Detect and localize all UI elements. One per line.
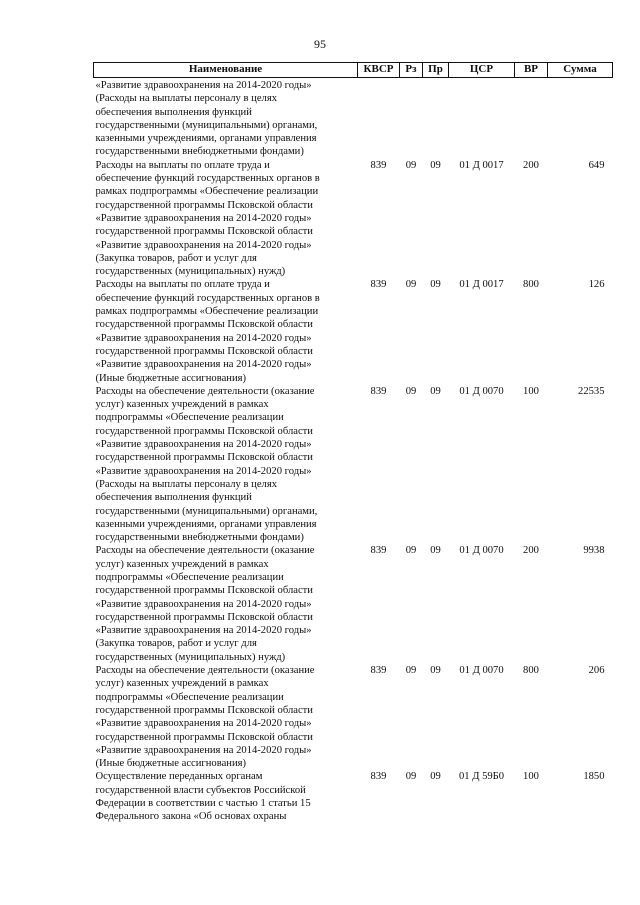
row-vr-cell <box>515 78 548 159</box>
row-name-line: Расходы на обеспечение деятельности (оказание <box>95 385 315 397</box>
row-rz-cell: 09 <box>405 771 417 783</box>
row-name-line: «Развитие здравоохранения на 2014-2020 годы» <box>95 625 312 637</box>
row-name-line: государственными внебюджетными фондами) <box>95 532 304 544</box>
header-pr: Пр <box>423 63 449 78</box>
table-row <box>94 78 613 159</box>
row-name-line: услуг) казенных учреждений в рамках <box>95 399 269 411</box>
row-rz-cell: 09 <box>405 159 417 171</box>
table-row <box>94 664 613 770</box>
row-name-line: Расходы на обеспечение деятельности (оказание <box>95 545 315 557</box>
row-sum-cell: 22535 <box>578 385 605 397</box>
table-row <box>94 770 613 823</box>
row-vr-cell: 800 <box>523 279 539 291</box>
row-name-line: государственной программы Псковской области <box>95 345 313 357</box>
header-csr: ЦСР <box>449 63 515 78</box>
row-name-line: обеспечение функций государственных органов в <box>95 292 320 304</box>
row-name-line: (Иные бюджетные ассигнования) <box>95 372 247 384</box>
row-name-cell <box>94 278 358 384</box>
row-name-line: государственными (муниципальными) органами, <box>95 119 318 131</box>
row-pr-cell: 09 <box>430 771 441 783</box>
row-vr-cell: 200 <box>523 159 539 171</box>
row-name-line: «Развитие здравоохранения на 2014-2020 годы» <box>95 80 312 91</box>
row-name-line: (Расходы на выплаты персоналу в целях <box>95 478 277 490</box>
row-name-line: «Развитие здравоохранения на 2014-2020 годы» <box>95 212 312 224</box>
row-sum-cell: 9938 <box>583 545 605 557</box>
budget-table <box>93 62 613 824</box>
row-name-line: государственной власти субъектов Российской <box>95 784 306 796</box>
row-name-cell <box>94 664 358 770</box>
row-name-line: государственной программы Псковской области <box>95 226 313 238</box>
header-sum: Сумма <box>548 63 613 78</box>
row-sum-cell: 206 <box>588 665 605 677</box>
row-name-line: государственной программы Псковской области <box>95 704 313 716</box>
row-name-line: услуг) казенных учреждений в рамках <box>95 678 269 690</box>
row-name-line: рамках подпрограммы «Обеспечение реализации <box>95 306 319 318</box>
row-name-line: обеспечения выполнения функций <box>95 106 252 118</box>
row-csr-cell: 01 Д 0017 <box>459 159 504 171</box>
row-name-line: государственных (муниципальных) нужд) <box>95 651 286 663</box>
table-header-row <box>94 63 613 78</box>
row-vr-cell: 100 <box>523 385 539 397</box>
row-vr-cell: 800 <box>523 665 539 677</box>
row-name-line: «Развитие здравоохранения на 2014-2020 годы» <box>95 598 312 610</box>
table-row <box>94 544 613 664</box>
row-pr-cell: 09 <box>430 159 441 171</box>
row-name-line: обеспечение функций государственных органов в <box>95 173 320 185</box>
row-name-line: государственной программы Псковской области <box>95 199 313 211</box>
row-name-line: (Расходы на выплаты персоналу в целях <box>95 93 277 105</box>
row-name-line: подпрограммы «Обеспечение реализации <box>95 412 284 424</box>
row-name-line: государственными внебюджетными фондами) <box>95 146 304 158</box>
row-name-line: (Закупка товаров, работ и услуг для <box>95 638 257 650</box>
row-name-line: государственных (муниципальных) нужд) <box>95 266 286 278</box>
row-kvsr-cell: 839 <box>370 771 387 783</box>
row-name-line: Осуществление переданных органам <box>95 771 263 783</box>
row-sum-cell: 1850 <box>583 771 605 783</box>
row-name-cell <box>94 78 358 159</box>
row-name-line: государственной программы Псковской области <box>95 425 313 437</box>
table-row <box>94 278 613 384</box>
row-kvsr-cell: 839 <box>370 279 387 291</box>
row-sum-cell: 649 <box>588 159 605 171</box>
row-csr-cell: 01 Д 0017 <box>459 279 504 291</box>
row-kvsr-cell: 839 <box>370 385 387 397</box>
row-csr-cell: 01 Д 59Б0 <box>458 771 505 783</box>
row-csr-cell: 01 Д 0070 <box>459 665 504 677</box>
row-kvsr-cell <box>358 78 400 159</box>
row-pr-cell: 09 <box>430 665 441 677</box>
row-pr-cell: 09 <box>430 545 441 557</box>
row-sum-cell: 126 <box>588 279 605 291</box>
table-row <box>94 159 613 279</box>
header-vr: ВР <box>515 63 548 78</box>
row-name-cell <box>94 770 358 823</box>
row-name-line: обеспечения выполнения функций <box>95 492 252 504</box>
row-name-line: государственной программы Псковской области <box>95 585 313 597</box>
row-name-line: казенными учреждениями, органами управления <box>95 133 317 145</box>
row-name-line: государственной программы Псковской области <box>95 319 313 331</box>
row-pr-cell: 09 <box>430 385 441 397</box>
row-name-cell <box>94 159 358 279</box>
row-csr-cell: 01 Д 0070 <box>459 545 504 557</box>
row-name-line: Расходы на обеспечение деятельности (оказание <box>95 665 315 677</box>
row-sum-cell <box>548 78 613 159</box>
row-name-line: «Развитие здравоохранения на 2014-2020 годы» <box>95 239 312 251</box>
row-name-line: государственной программы Псковской области <box>95 731 313 743</box>
row-name-line: «Развитие здравоохранения на 2014-2020 годы» <box>95 744 312 756</box>
row-name-line: государственной программы Псковской области <box>95 611 313 623</box>
row-name-line: казенными учреждениями, органами управления <box>95 518 317 530</box>
row-name-line: «Развитие здравоохранения на 2014-2020 годы» <box>95 332 312 344</box>
header-rz: Рз <box>400 63 423 78</box>
row-kvsr-cell: 839 <box>370 665 387 677</box>
row-name-line: государственными (муниципальными) органами, <box>95 505 318 517</box>
row-name-line: «Развитие здравоохранения на 2014-2020 годы» <box>95 465 312 477</box>
row-name-line: Расходы на выплаты по оплате труда и <box>95 279 270 291</box>
row-name-line: Федерации в соответствии с частью 1 статьи 15 <box>95 798 311 810</box>
row-name-cell <box>94 544 358 664</box>
row-name-line: «Развитие здравоохранения на 2014-2020 годы» <box>95 359 312 371</box>
row-name-line: услуг) казенных учреждений в рамках <box>95 558 269 570</box>
page-number: 95 <box>314 37 326 51</box>
row-csr-cell: 01 Д 0070 <box>459 385 504 397</box>
row-kvsr-cell: 839 <box>370 159 387 171</box>
row-name-line: Федерального закона «Об основах охраны <box>95 811 287 823</box>
row-rz-cell <box>400 78 423 159</box>
row-vr-cell: 100 <box>523 771 539 783</box>
row-rz-cell: 09 <box>405 279 417 291</box>
header-name: Наименование <box>94 63 358 78</box>
row-name-line: (Иные бюджетные ассигнования) <box>95 758 247 770</box>
row-name-line: Расходы на выплаты по оплате труда и <box>95 159 270 171</box>
row-name-line: государственной программы Псковской области <box>95 452 313 464</box>
row-pr-cell <box>423 78 449 159</box>
row-csr-cell <box>449 78 515 159</box>
row-name-line: «Развитие здравоохранения на 2014-2020 годы» <box>95 718 312 730</box>
row-name-cell <box>94 385 358 545</box>
row-name-line: подпрограммы «Обеспечение реализации <box>95 691 284 703</box>
table-row <box>94 385 613 545</box>
row-name-line: подпрограммы «Обеспечение реализации <box>95 571 284 583</box>
row-vr-cell: 200 <box>523 545 539 557</box>
row-kvsr-cell: 839 <box>370 545 387 557</box>
row-rz-cell: 09 <box>405 665 417 677</box>
row-name-line: рамках подпрограммы «Обеспечение реализации <box>95 186 319 198</box>
table-body <box>94 78 613 824</box>
header-kvsr: КВСР <box>358 63 400 78</box>
row-pr-cell: 09 <box>430 279 441 291</box>
row-rz-cell: 09 <box>405 385 417 397</box>
row-rz-cell: 09 <box>405 545 417 557</box>
row-name-line: (Закупка товаров, работ и услуг для <box>95 252 257 264</box>
row-name-line: «Развитие здравоохранения на 2014-2020 годы» <box>95 439 312 451</box>
